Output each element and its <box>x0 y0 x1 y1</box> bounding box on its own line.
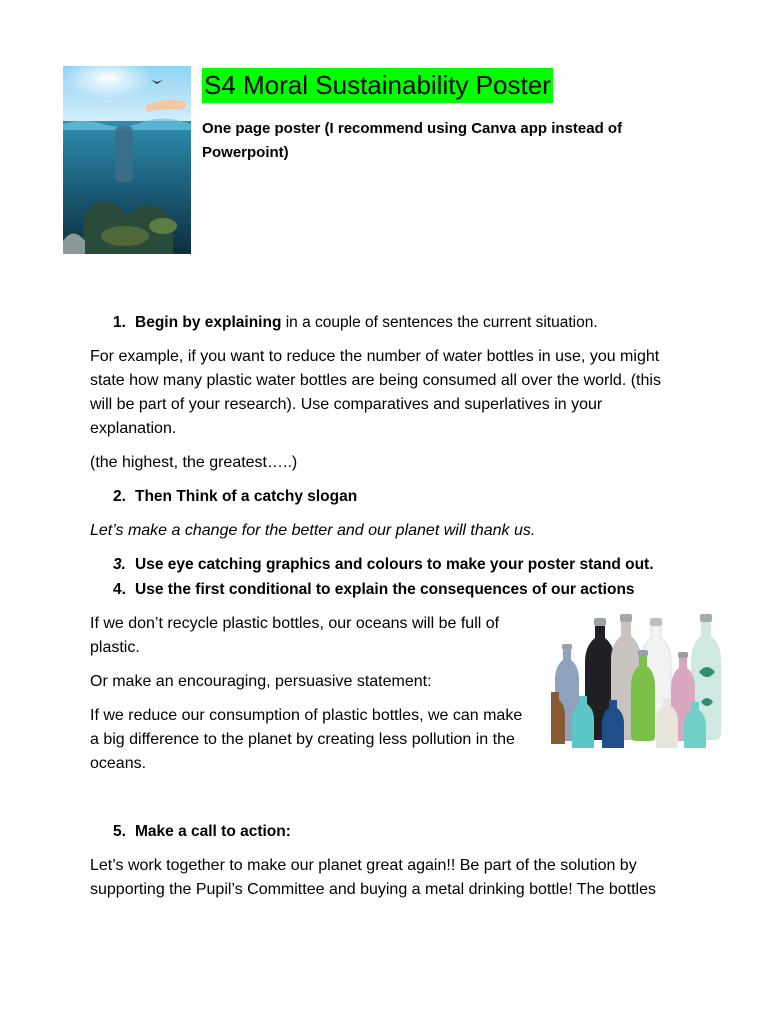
step-number: 2. <box>113 488 126 505</box>
ocean-hand-image <box>63 66 191 254</box>
step-1 <box>113 311 598 335</box>
metal-bottles-image <box>551 612 726 748</box>
slogan-example: Let’s make a change for the better and our planet will thank us. <box>90 522 536 539</box>
bottles-illustration <box>551 612 726 748</box>
step-number: 1. <box>113 314 126 331</box>
step-5 <box>113 820 291 844</box>
step-number: 5. <box>113 823 126 840</box>
step-number: 4. <box>113 581 126 598</box>
page-title: S4 Moral Sustainability Poster <box>202 68 553 103</box>
step-heading: Use the first conditional to explain the consequences of our actions <box>135 581 635 598</box>
conditional-example: If we don’t recycle plastic bottles, our oceans will be full of plastic. <box>90 615 500 656</box>
step-text: in a couple of sentences the current situation. <box>281 314 598 331</box>
step-4 <box>113 578 635 602</box>
ocean-hand-illustration <box>63 66 191 254</box>
step-heading: Make a call to action: <box>135 823 291 840</box>
page-subtitle: One page poster (I recommend using Canva app instead of Powerpoint) <box>202 120 623 161</box>
step-heading: Begin by explaining <box>135 314 282 331</box>
step-heading: Use eye catching graphics and colours to make your poster stand out. <box>135 556 654 573</box>
call-to-action-paragraph: Let’s work together to make our planet great again!! Be part of the solution by supporting the Pupil’s Committee and buying a metal drinking bottle! The bottles <box>90 857 656 898</box>
step-number: 3. <box>113 556 126 573</box>
example-paragraph: For example, if you want to reduce the number of water bottles in use, you might state how many plastic water bottles are being consumed all over the world. (this will be part of your research). Use comparatives and superlatives in your explanation. <box>90 348 661 437</box>
reduce-paragraph: If we reduce our consumption of plastic bottles, we can make a big difference to the planet by creating less pollution in the oceans. <box>90 707 523 772</box>
encouraging-paragraph: Or make an encouraging, persuasive statement: <box>90 673 432 690</box>
step-heading: Then Think of a catchy slogan <box>135 488 358 505</box>
step-3 <box>113 553 654 577</box>
superlatives-paragraph: (the highest, the greatest…..) <box>90 454 298 471</box>
step-2 <box>113 485 357 509</box>
